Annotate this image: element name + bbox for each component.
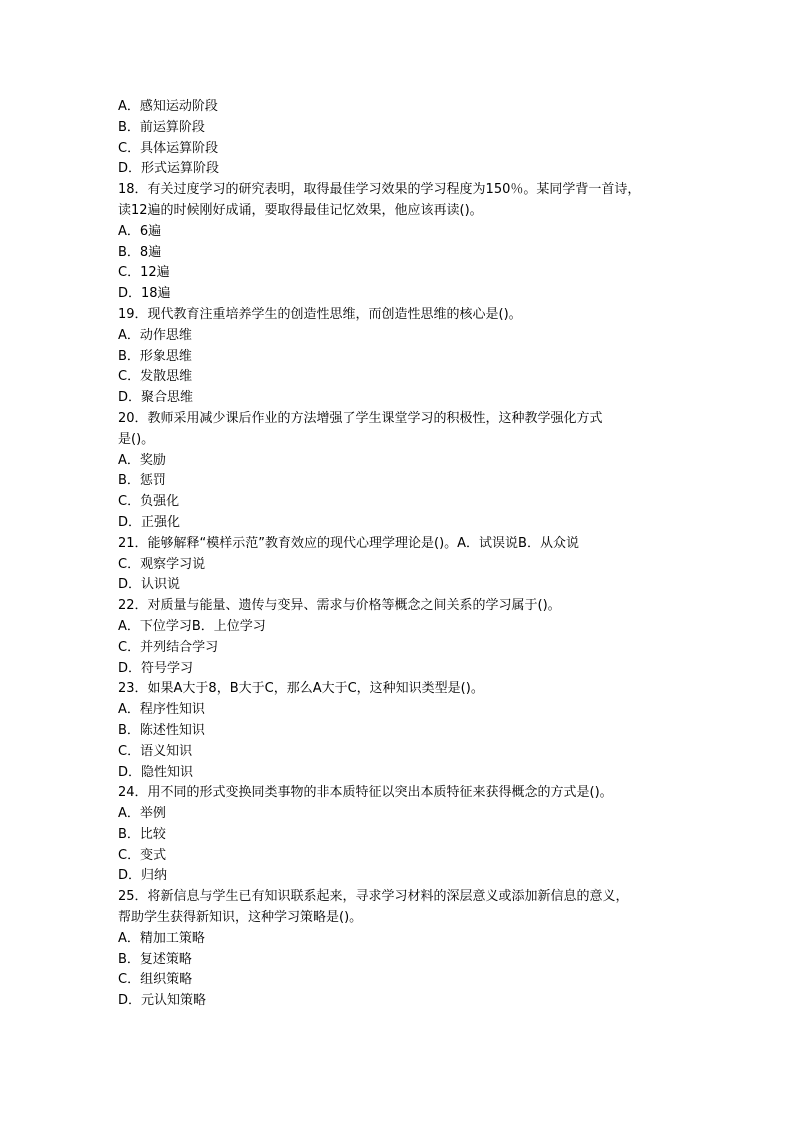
text-line: B．8遍 [118, 244, 162, 260]
text-line: C．组织策略 [118, 972, 193, 988]
text-line: D．符号学习 [118, 660, 194, 676]
text-line: 25．将新信息与学生已有知识联系起来，寻求学习材料的深层意义或添加新信息的意义， [118, 889, 629, 905]
text-line: D．聚合思维 [118, 390, 194, 406]
text-line: C．观察学习说 [118, 556, 206, 572]
text-line: B．陈述性知识 [118, 722, 205, 738]
text-line: B．比较 [118, 826, 166, 842]
text-line: D．元认知策略 [118, 993, 207, 1009]
text-line: D．正强化 [118, 514, 181, 530]
text-line: C．语义知识 [118, 743, 193, 759]
text-line: 24．用不同的形式变换同类事物的非本质特征以突出本质特征来获得概念的方式是()。 [118, 785, 613, 801]
text-line: D．隐性知识 [118, 764, 194, 780]
text-line: 21．能够解释“模样示范”教育效应的现代心理学理论是()。A．试误说B．从众说 [118, 535, 579, 551]
text-line: D．归纳 [118, 868, 168, 884]
text-line: C．负强化 [118, 494, 180, 510]
text-line: A．感知运动阶段 [118, 99, 218, 114]
text-line: C．12遍 [118, 265, 170, 281]
text-line: B．复述策略 [118, 951, 192, 967]
text-line: C．并列结合学习 [118, 639, 219, 655]
text-line: A．精加工策略 [118, 930, 205, 946]
text-line: B．前运算阶段 [118, 119, 205, 135]
text-line: B．形象思维 [118, 348, 192, 364]
text-line: 22．对质量与能量、遗传与变异、需求与价格等概念之间关系的学习属于()。 [118, 598, 561, 614]
text-line: A．举例 [118, 806, 166, 822]
text-line: 18．有关过度学习的研究表明，取得最佳学习效果的学习程度为150％。某同学背一首诗， [118, 182, 641, 198]
text-line: C．具体运算阶段 [118, 140, 219, 156]
document-page [118, 97, 698, 1012]
text-line: 23．如果A大于8，B大于C，那么A大于C，这种知识类型是()。 [118, 681, 484, 697]
text-line: D．形式运算阶段 [118, 161, 220, 177]
text-line: A．动作思维 [118, 327, 192, 343]
text-line: 读12遍的时候刚好成诵，要取得最佳记忆效果，他应该再读()。 [118, 202, 483, 218]
text-line: A．下位学习B．上位学习 [118, 618, 266, 634]
text-line: A．奖励 [118, 452, 166, 468]
text-line: 19．现代教育注重培养学生的创造性思维，而创造性思维的核心是()。 [118, 306, 522, 322]
text-line: A．6遍 [118, 223, 162, 239]
text-line: C．变式 [118, 847, 167, 863]
text-line: 是()。 [118, 431, 155, 447]
text-line: 20．教师采用减少课后作业的方法增强了学生课堂学习的积极性，这种教学强化方式 [118, 410, 603, 426]
text-line: C．发散思维 [118, 369, 193, 385]
text-line: A．程序性知识 [118, 702, 205, 718]
text-line: B．惩罚 [118, 473, 166, 489]
text-line: D．认识说 [118, 577, 181, 593]
text-line: 帮助学生获得新知识，这种学习策略是()。 [118, 910, 363, 926]
text-line: D．18遍 [118, 286, 171, 302]
